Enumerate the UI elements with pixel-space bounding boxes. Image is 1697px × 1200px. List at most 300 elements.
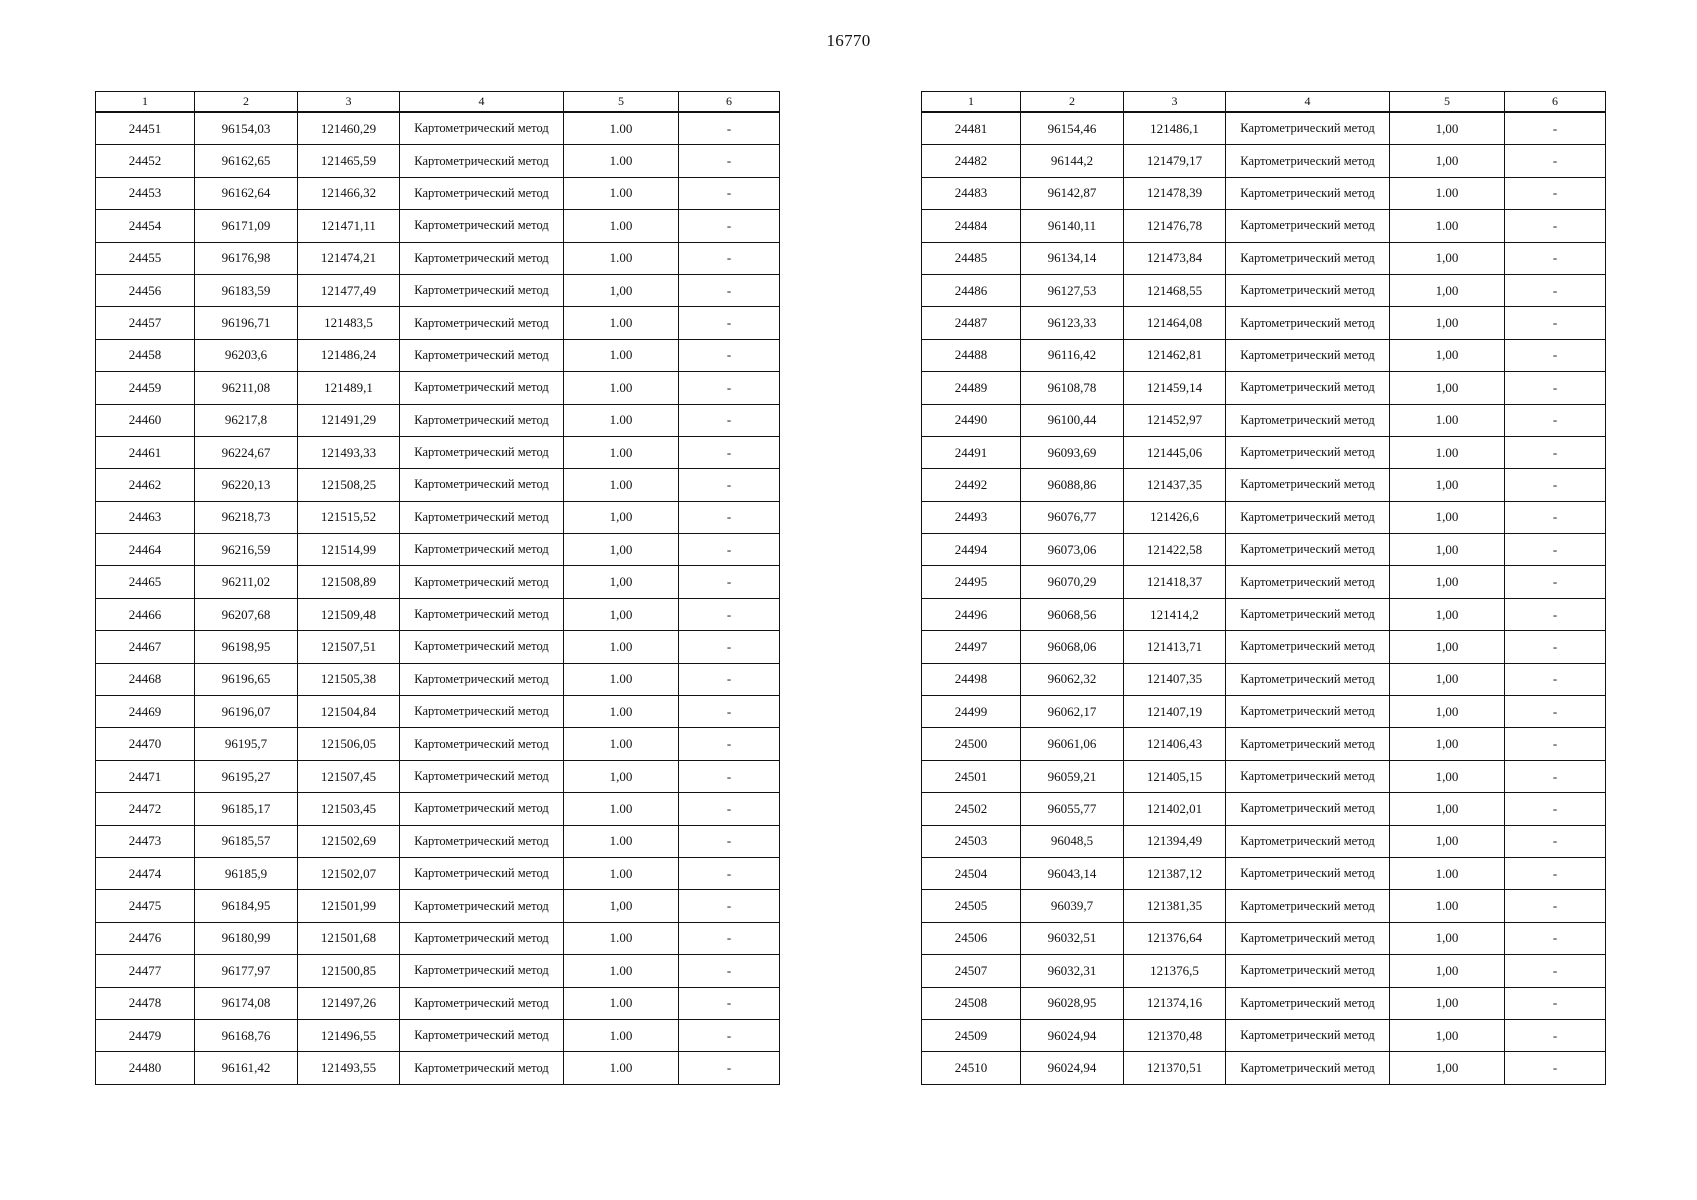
cell-determination-method: Картометрический метод	[400, 663, 564, 695]
table-row	[96, 955, 780, 987]
cell-determination-method: Картометрический метод	[1226, 404, 1390, 436]
cell-determination-method: Картометрический метод	[1226, 339, 1390, 371]
cell-description: -	[679, 793, 780, 825]
cell-accuracy: 1,00	[1390, 1019, 1505, 1051]
cell-point-number: 24509	[922, 1019, 1021, 1051]
cell-determination-method: Картометрический метод	[1226, 728, 1390, 760]
cell-description: -	[1505, 598, 1606, 630]
cell-determination-method: Картометрический метод	[1226, 793, 1390, 825]
cell-description: -	[1505, 566, 1606, 598]
cell-coordinate-y: 121437,35	[1124, 469, 1226, 501]
table-row	[96, 922, 780, 954]
cell-determination-method: Картометрический метод	[1226, 501, 1390, 533]
cell-description: -	[1505, 469, 1606, 501]
table-row	[96, 857, 780, 889]
cell-coordinate-x: 96073,06	[1021, 534, 1124, 566]
cell-point-number: 24497	[922, 631, 1021, 663]
cell-coordinate-x: 96203,6	[195, 339, 298, 371]
table-row	[922, 955, 1606, 987]
table-row	[922, 307, 1606, 339]
cell-point-number: 24474	[96, 857, 195, 889]
cell-coordinate-y: 121515,52	[298, 501, 400, 533]
cell-coordinate-y: 121478,39	[1124, 177, 1226, 209]
column-header: 3	[1124, 92, 1226, 113]
cell-coordinate-x: 96196,65	[195, 663, 298, 695]
cell-coordinate-x: 96032,31	[1021, 955, 1124, 987]
cell-accuracy: 1,00	[564, 890, 679, 922]
cell-description: -	[679, 631, 780, 663]
column-header: 2	[195, 92, 298, 113]
cell-point-number: 24451	[96, 112, 195, 145]
cell-accuracy: 1,00	[1390, 307, 1505, 339]
cell-coordinate-x: 96140,11	[1021, 210, 1124, 242]
cell-point-number: 24463	[96, 501, 195, 533]
cell-coordinate-x: 96207,68	[195, 598, 298, 630]
cell-coordinate-y: 121486,1	[1124, 112, 1226, 145]
table-row	[922, 145, 1606, 177]
cell-coordinate-x: 96184,95	[195, 890, 298, 922]
table-row	[96, 404, 780, 436]
cell-point-number: 24489	[922, 372, 1021, 404]
cell-accuracy: 1,00	[1390, 339, 1505, 371]
cell-coordinate-y: 121493,33	[298, 436, 400, 468]
table-header	[96, 92, 780, 113]
cell-accuracy: 1.00	[1390, 890, 1505, 922]
table-row	[96, 307, 780, 339]
cell-description: -	[679, 145, 780, 177]
cell-description: -	[1505, 760, 1606, 792]
cell-coordinate-y: 121501,68	[298, 922, 400, 954]
cell-determination-method: Картометрический метод	[400, 372, 564, 404]
cell-accuracy: 1,00	[1390, 987, 1505, 1019]
cell-accuracy: 1,00	[1390, 663, 1505, 695]
table-row	[96, 663, 780, 695]
table-row	[96, 436, 780, 468]
column-header: 1	[96, 92, 195, 113]
cell-coordinate-x: 96171,09	[195, 210, 298, 242]
cell-description: -	[679, 857, 780, 889]
cell-accuracy: 1.00	[564, 793, 679, 825]
coordinates-table-right	[921, 91, 1606, 1085]
table-row	[922, 177, 1606, 209]
cell-accuracy: 1.00	[1390, 857, 1505, 889]
cell-coordinate-x: 96134,14	[1021, 242, 1124, 274]
cell-coordinate-x: 96028,95	[1021, 987, 1124, 1019]
cell-coordinate-y: 121407,35	[1124, 663, 1226, 695]
cell-determination-method: Картометрический метод	[400, 339, 564, 371]
cell-description: -	[1505, 307, 1606, 339]
cell-accuracy: 1,00	[1390, 696, 1505, 728]
column-header: 1	[922, 92, 1021, 113]
cell-coordinate-x: 96174,08	[195, 987, 298, 1019]
cell-coordinate-y: 121477,49	[298, 274, 400, 306]
cell-coordinate-y: 121452,97	[1124, 404, 1226, 436]
cell-determination-method: Картометрический метод	[1226, 242, 1390, 274]
cell-coordinate-y: 121370,51	[1124, 1052, 1226, 1084]
cell-coordinate-y: 121514,99	[298, 534, 400, 566]
cell-determination-method: Картометрический метод	[1226, 631, 1390, 663]
cell-coordinate-y: 121473,84	[1124, 242, 1226, 274]
cell-description: -	[679, 825, 780, 857]
cell-accuracy: 1.00	[564, 631, 679, 663]
cell-coordinate-y: 121501,99	[298, 890, 400, 922]
table-row	[922, 501, 1606, 533]
cell-point-number: 24485	[922, 242, 1021, 274]
cell-determination-method: Картометрический метод	[400, 922, 564, 954]
cell-accuracy: 1.00	[564, 242, 679, 274]
cell-determination-method: Картометрический метод	[1226, 987, 1390, 1019]
cell-coordinate-y: 121504,84	[298, 696, 400, 728]
table-row	[96, 145, 780, 177]
cell-coordinate-x: 96048,5	[1021, 825, 1124, 857]
cell-coordinate-y: 121414,2	[1124, 598, 1226, 630]
cell-coordinate-y: 121502,69	[298, 825, 400, 857]
table-header	[922, 92, 1606, 113]
column-header: 5	[1390, 92, 1505, 113]
cell-accuracy: 1,00	[1390, 242, 1505, 274]
cell-coordinate-y: 121506,05	[298, 728, 400, 760]
table-row	[922, 760, 1606, 792]
cell-description: -	[1505, 825, 1606, 857]
cell-accuracy: 1.00	[1390, 404, 1505, 436]
cell-coordinate-x: 96217,8	[195, 404, 298, 436]
cell-accuracy: 1,00	[1390, 372, 1505, 404]
cell-determination-method: Картометрический метод	[1226, 566, 1390, 598]
cell-coordinate-y: 121491,29	[298, 404, 400, 436]
cell-coordinate-y: 121486,24	[298, 339, 400, 371]
cell-coordinate-x: 96088,86	[1021, 469, 1124, 501]
cell-description: -	[1505, 112, 1606, 145]
cell-determination-method: Картометрический метод	[1226, 534, 1390, 566]
cell-coordinate-y: 121509,48	[298, 598, 400, 630]
cell-accuracy: 1,00	[1390, 145, 1505, 177]
table-row	[96, 274, 780, 306]
cell-determination-method: Картометрический метод	[1226, 857, 1390, 889]
cell-description: -	[679, 274, 780, 306]
cell-point-number: 24499	[922, 696, 1021, 728]
cell-accuracy: 1,00	[564, 501, 679, 533]
cell-accuracy: 1.00	[564, 728, 679, 760]
cell-point-number: 24470	[96, 728, 195, 760]
cell-point-number: 24492	[922, 469, 1021, 501]
cell-coordinate-x: 96154,03	[195, 112, 298, 145]
cell-coordinate-x: 96196,71	[195, 307, 298, 339]
table-row	[96, 760, 780, 792]
cell-accuracy: 1.00	[564, 922, 679, 954]
cell-coordinate-y: 121500,85	[298, 955, 400, 987]
cell-coordinate-y: 121468,55	[1124, 274, 1226, 306]
cell-point-number: 24469	[96, 696, 195, 728]
cell-determination-method: Картометрический метод	[1226, 177, 1390, 209]
table-row	[96, 696, 780, 728]
cell-determination-method: Картометрический метод	[400, 825, 564, 857]
cell-point-number: 24491	[922, 436, 1021, 468]
cell-determination-method: Картометрический метод	[1226, 307, 1390, 339]
cell-point-number: 24502	[922, 793, 1021, 825]
cell-point-number: 24462	[96, 469, 195, 501]
cell-coordinate-x: 96116,42	[1021, 339, 1124, 371]
cell-description: -	[679, 469, 780, 501]
cell-description: -	[679, 955, 780, 987]
cell-determination-method: Картометрический метод	[1226, 469, 1390, 501]
cell-coordinate-x: 96108,78	[1021, 372, 1124, 404]
table-row	[96, 177, 780, 209]
cell-coordinate-x: 96177,97	[195, 955, 298, 987]
table-row	[96, 1052, 780, 1084]
cell-coordinate-y: 121402,01	[1124, 793, 1226, 825]
cell-coordinate-x: 96024,94	[1021, 1052, 1124, 1084]
cell-determination-method: Картометрический метод	[1226, 696, 1390, 728]
cell-point-number: 24483	[922, 177, 1021, 209]
cell-description: -	[679, 760, 780, 792]
cell-point-number: 24461	[96, 436, 195, 468]
cell-coordinate-y: 121464,08	[1124, 307, 1226, 339]
table-row	[922, 242, 1606, 274]
cell-accuracy: 1,00	[1390, 274, 1505, 306]
cell-point-number: 24464	[96, 534, 195, 566]
cell-accuracy: 1,00	[1390, 598, 1505, 630]
cell-coordinate-y: 121489,1	[298, 372, 400, 404]
cell-coordinate-x: 96185,9	[195, 857, 298, 889]
table-row	[96, 631, 780, 663]
cell-accuracy: 1,00	[1390, 922, 1505, 954]
cell-coordinate-x: 96195,27	[195, 760, 298, 792]
cell-coordinate-x: 96198,95	[195, 631, 298, 663]
cell-description: -	[1505, 890, 1606, 922]
cell-coordinate-x: 96043,14	[1021, 857, 1124, 889]
cell-description: -	[679, 922, 780, 954]
cell-description: -	[679, 534, 780, 566]
cell-coordinate-y: 121394,49	[1124, 825, 1226, 857]
cell-coordinate-x: 96162,64	[195, 177, 298, 209]
column-header: 4	[400, 92, 564, 113]
column-header: 4	[1226, 92, 1390, 113]
table-row	[96, 793, 780, 825]
cell-point-number: 24456	[96, 274, 195, 306]
page-number: 16770	[826, 31, 871, 50]
table-row	[922, 728, 1606, 760]
cell-description: -	[1505, 987, 1606, 1019]
cell-coordinate-x: 96185,57	[195, 825, 298, 857]
cell-determination-method: Картометрический метод	[400, 598, 564, 630]
column-header: 6	[1505, 92, 1606, 113]
cell-determination-method: Картометрический метод	[400, 1019, 564, 1051]
table-row	[922, 696, 1606, 728]
table-row	[922, 566, 1606, 598]
cell-determination-method: Картометрический метод	[400, 145, 564, 177]
cell-description: -	[1505, 210, 1606, 242]
cell-coordinate-x: 96142,87	[1021, 177, 1124, 209]
cell-point-number: 24503	[922, 825, 1021, 857]
cell-point-number: 24487	[922, 307, 1021, 339]
cell-coordinate-x: 96100,44	[1021, 404, 1124, 436]
cell-description: -	[679, 112, 780, 145]
cell-coordinate-y: 121426,6	[1124, 501, 1226, 533]
cell-coordinate-y: 121418,37	[1124, 566, 1226, 598]
table-row	[96, 728, 780, 760]
cell-point-number: 24484	[922, 210, 1021, 242]
cell-coordinate-y: 121471,11	[298, 210, 400, 242]
cell-determination-method: Картометрический метод	[400, 760, 564, 792]
cell-point-number: 24490	[922, 404, 1021, 436]
cell-point-number: 24482	[922, 145, 1021, 177]
cell-coordinate-x: 96070,29	[1021, 566, 1124, 598]
cell-coordinate-x: 96176,98	[195, 242, 298, 274]
table-row	[922, 210, 1606, 242]
cell-determination-method: Картометрический метод	[400, 436, 564, 468]
table-row	[922, 469, 1606, 501]
cell-determination-method: Картометрический метод	[1226, 210, 1390, 242]
cell-accuracy: 1.00	[564, 339, 679, 371]
cell-determination-method: Картометрический метод	[1226, 663, 1390, 695]
cell-description: -	[679, 663, 780, 695]
cell-point-number: 24455	[96, 242, 195, 274]
table-row	[922, 534, 1606, 566]
cell-point-number: 24508	[922, 987, 1021, 1019]
cell-description: -	[1505, 436, 1606, 468]
cell-coordinate-y: 121496,55	[298, 1019, 400, 1051]
cell-determination-method: Картометрический метод	[1226, 145, 1390, 177]
cell-coordinate-y: 121465,59	[298, 145, 400, 177]
cell-coordinate-x: 96093,69	[1021, 436, 1124, 468]
cell-description: -	[1505, 372, 1606, 404]
cell-point-number: 24452	[96, 145, 195, 177]
cell-accuracy: 1,00	[564, 566, 679, 598]
cell-coordinate-y: 121376,64	[1124, 922, 1226, 954]
cell-determination-method: Картометрический метод	[400, 274, 564, 306]
cell-point-number: 24496	[922, 598, 1021, 630]
cell-accuracy: 1,00	[1390, 955, 1505, 987]
cell-accuracy: 1.00	[564, 1019, 679, 1051]
cell-point-number: 24510	[922, 1052, 1021, 1084]
cell-coordinate-x: 96211,02	[195, 566, 298, 598]
table-row	[96, 372, 780, 404]
cell-accuracy: 1,00	[564, 274, 679, 306]
cell-point-number: 24504	[922, 857, 1021, 889]
cell-coordinate-y: 121502,07	[298, 857, 400, 889]
table-row	[922, 825, 1606, 857]
cell-description: -	[679, 372, 780, 404]
table-row	[922, 339, 1606, 371]
cell-coordinate-x: 96024,94	[1021, 1019, 1124, 1051]
cell-accuracy: 1.00	[564, 987, 679, 1019]
cell-coordinate-y: 121507,45	[298, 760, 400, 792]
cell-point-number: 24472	[96, 793, 195, 825]
cell-description: -	[1505, 404, 1606, 436]
table-row	[96, 112, 780, 145]
cell-accuracy: 1.00	[1390, 210, 1505, 242]
cell-coordinate-y: 121462,81	[1124, 339, 1226, 371]
cell-point-number: 24501	[922, 760, 1021, 792]
cell-accuracy: 1.00	[564, 436, 679, 468]
cell-determination-method: Картометрический метод	[1226, 1019, 1390, 1051]
cell-coordinate-y: 121374,16	[1124, 987, 1226, 1019]
cell-coordinate-x: 96180,99	[195, 922, 298, 954]
cell-point-number: 24457	[96, 307, 195, 339]
cell-determination-method: Картометрический метод	[1226, 112, 1390, 145]
table-row	[96, 566, 780, 598]
table-row	[922, 631, 1606, 663]
table-row	[96, 1019, 780, 1051]
cell-coordinate-x: 96195,7	[195, 728, 298, 760]
cell-description: -	[1505, 696, 1606, 728]
cell-coordinate-y: 121479,17	[1124, 145, 1226, 177]
cell-determination-method: Картометрический метод	[400, 242, 564, 274]
cell-description: -	[1505, 955, 1606, 987]
cell-coordinate-x: 96076,77	[1021, 501, 1124, 533]
cell-coordinate-y: 121508,25	[298, 469, 400, 501]
cell-accuracy: 1,00	[1390, 534, 1505, 566]
cell-accuracy: 1,00	[1390, 793, 1505, 825]
cell-point-number: 24493	[922, 501, 1021, 533]
cell-coordinate-x: 96218,73	[195, 501, 298, 533]
cell-determination-method: Картометрический метод	[400, 857, 564, 889]
cell-description: -	[679, 696, 780, 728]
cell-point-number: 24494	[922, 534, 1021, 566]
cell-determination-method: Картометрический метод	[400, 955, 564, 987]
cell-coordinate-y: 121476,78	[1124, 210, 1226, 242]
cell-point-number: 24476	[96, 922, 195, 954]
cell-determination-method: Картометрический метод	[400, 210, 564, 242]
cell-determination-method: Картометрический метод	[400, 566, 564, 598]
cell-accuracy: 1,00	[1390, 112, 1505, 145]
cell-coordinate-x: 96211,08	[195, 372, 298, 404]
table-body	[922, 112, 1606, 1084]
cell-determination-method: Картометрический метод	[1226, 274, 1390, 306]
table-row	[922, 112, 1606, 145]
table-row	[922, 793, 1606, 825]
cell-point-number: 24460	[96, 404, 195, 436]
table-row	[922, 922, 1606, 954]
cell-accuracy: 1.00	[564, 469, 679, 501]
cell-point-number: 24506	[922, 922, 1021, 954]
cell-coordinate-y: 121459,14	[1124, 372, 1226, 404]
column-header: 2	[1021, 92, 1124, 113]
table-row	[922, 436, 1606, 468]
cell-determination-method: Картометрический метод	[400, 696, 564, 728]
cell-description: -	[679, 890, 780, 922]
table-row	[922, 663, 1606, 695]
cell-accuracy: 1,00	[564, 534, 679, 566]
cell-determination-method: Картометрический метод	[1226, 825, 1390, 857]
cell-coordinate-x: 96162,65	[195, 145, 298, 177]
cell-accuracy: 1.00	[564, 825, 679, 857]
cell-point-number: 24465	[96, 566, 195, 598]
cell-point-number: 24475	[96, 890, 195, 922]
cell-determination-method: Картометрический метод	[400, 793, 564, 825]
cell-determination-method: Картометрический метод	[400, 987, 564, 1019]
table-row	[96, 501, 780, 533]
cell-accuracy: 1,00	[1390, 566, 1505, 598]
cell-accuracy: 1.00	[564, 857, 679, 889]
cell-coordinate-x: 96161,42	[195, 1052, 298, 1084]
cell-description: -	[1505, 534, 1606, 566]
cell-description: -	[679, 987, 780, 1019]
cell-description: -	[679, 242, 780, 274]
table-row	[922, 274, 1606, 306]
cell-coordinate-y: 121503,45	[298, 793, 400, 825]
cell-coordinate-x: 96039,7	[1021, 890, 1124, 922]
cell-determination-method: Картометрический метод	[1226, 922, 1390, 954]
cell-coordinate-y: 121460,29	[298, 112, 400, 145]
cell-coordinate-x: 96154,46	[1021, 112, 1124, 145]
cell-accuracy: 1.00	[564, 404, 679, 436]
cell-description: -	[679, 1019, 780, 1051]
header-row	[922, 92, 1606, 113]
table-row	[922, 987, 1606, 1019]
cell-coordinate-y: 121507,51	[298, 631, 400, 663]
cell-coordinate-x: 96032,51	[1021, 922, 1124, 954]
